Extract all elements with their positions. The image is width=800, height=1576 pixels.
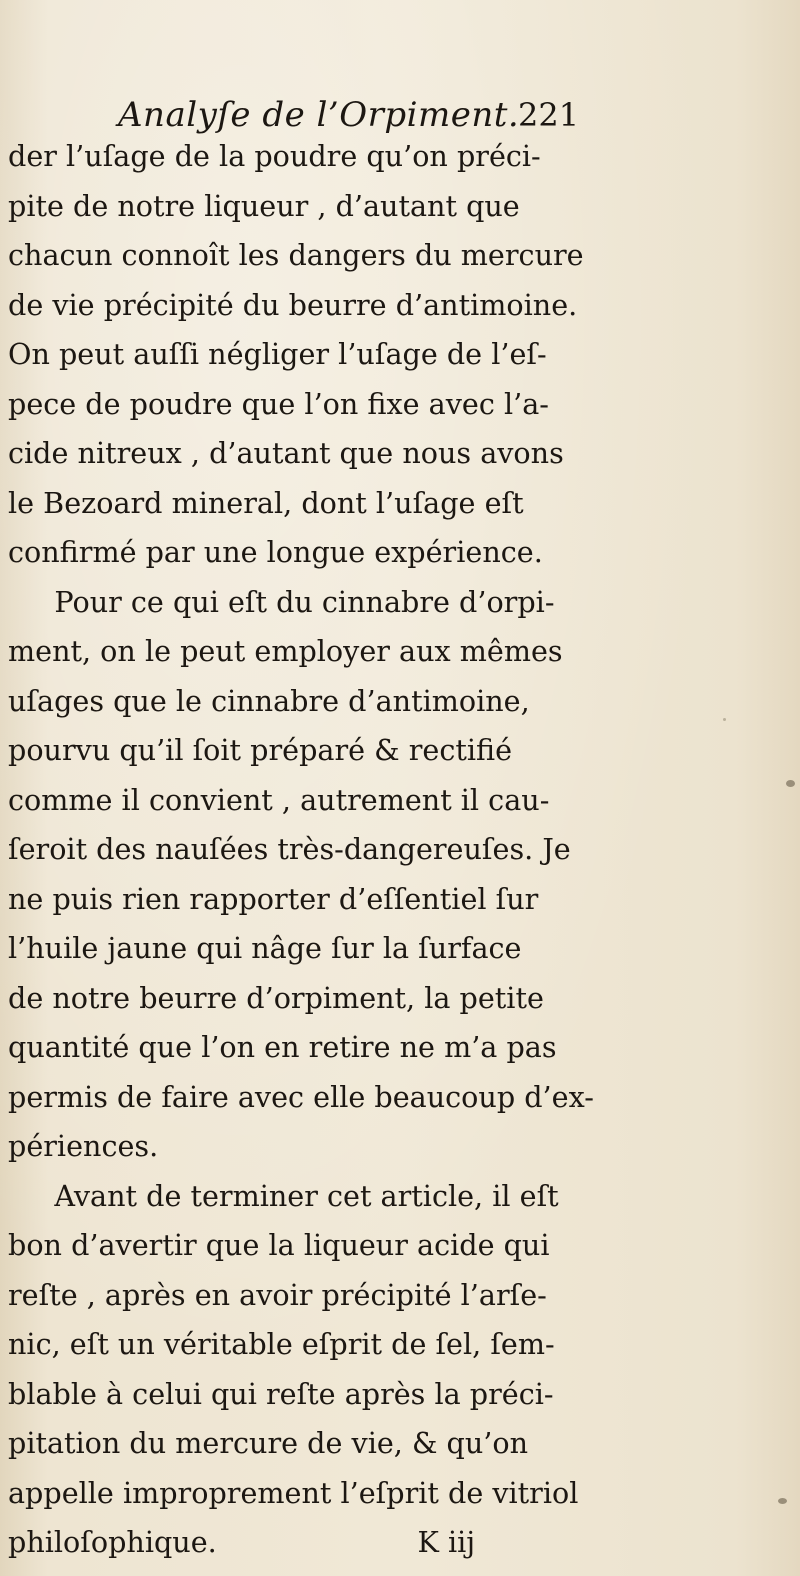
signature-mark: K iij <box>417 1525 476 1559</box>
text-line: der l’uſage de la poudre qu’on préci- <box>8 139 541 173</box>
text-line: nic, eſt un véritable eſprit de ſel, ſem- <box>8 1327 555 1361</box>
paper-speck <box>786 780 795 787</box>
text-line: cide nitreux , d’autant que nous avons <box>8 436 564 470</box>
text-line: de vie précipité du beurre d’antimoine. <box>8 287 578 322</box>
text-line: reſte , après en avoir précipité l’arſe- <box>8 1277 547 1312</box>
text-line: de notre beurre d’orpiment, la petite <box>8 980 544 1015</box>
body-text <box>8 132 608 1568</box>
text-line: quantité que l’on en retire ne m’a pas <box>8 1030 557 1064</box>
text-line: confirmé par une longue expérience. <box>8 535 543 569</box>
text-line: On peut auſſi négliger l’uſage de l’eſ- <box>8 337 547 371</box>
paper-speck <box>778 1498 787 1504</box>
text-line: le Bezoard mineral, dont l’uſage eſt <box>8 485 524 520</box>
page-number: 221 <box>518 96 580 134</box>
paragraph-start-line: Pour ce qui eſt du cinnabre d’orpi- <box>54 584 555 619</box>
paper-speck <box>723 718 726 721</box>
running-title: Analyſe de l’Orpiment. <box>118 95 520 135</box>
text-line: bon d’avertir que la liqueur acide qui <box>8 1228 550 1262</box>
text-line: uſages que le cinnabre d’antimoine, <box>8 683 530 718</box>
last-line <box>8 1518 600 1568</box>
text-line: appelle improprement l’eſprit de vitriol <box>8 1475 579 1510</box>
text-line: ment, on le peut employer aux mêmes <box>8 634 563 668</box>
text-line: pite de notre liqueur , d’autant que <box>8 188 520 223</box>
last-line-text: philoſophique. <box>8 1525 217 1559</box>
text-line: chacun connoît les dangers du mercure <box>8 238 584 272</box>
paragraph-start-line: Avant de terminer cet article, il eſt <box>54 1178 559 1213</box>
text-line: pece de poudre que l’on fixe avec l’a- <box>8 386 549 421</box>
text-line: l’huile jaune qui nâge ſur la ſurface <box>8 931 522 965</box>
text-line: blable à celui qui reſte après la préci- <box>8 1376 554 1411</box>
text-line: ne puis rien rapporter d’eſſentiel ſur <box>8 881 539 916</box>
text-line: pourvu qu’il ſoit préparé & rectifié <box>8 733 513 767</box>
text-line: pitation du mercure de vie, & qu’on <box>8 1426 529 1460</box>
text-line: périences. <box>8 1129 159 1163</box>
text-line: comme il convient , autrement il cau- <box>8 782 550 817</box>
text-line: ſeroit des nauſées très-dangereuſes. Je <box>8 832 571 866</box>
text-line: permis de faire avec elle beaucoup d’ex- <box>8 1079 594 1114</box>
